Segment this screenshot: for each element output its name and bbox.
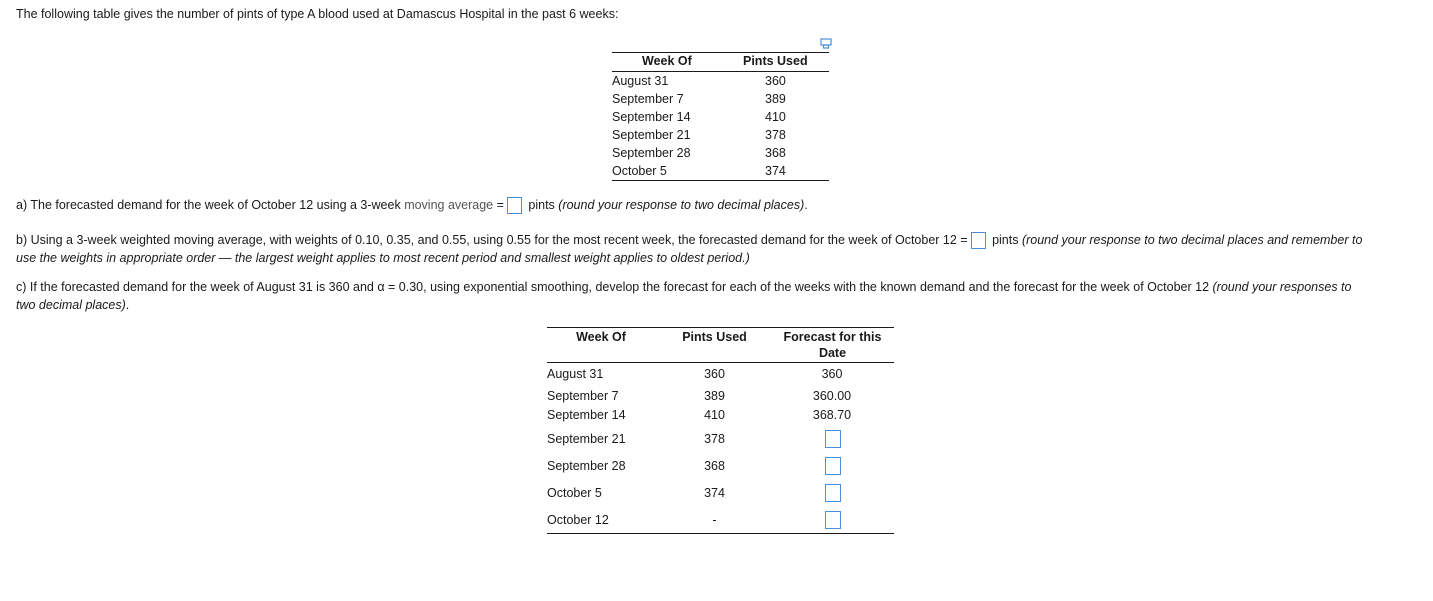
pints-cell: 378 <box>765 128 786 142</box>
period: . <box>125 298 130 312</box>
week-cell: September 14 <box>547 408 626 422</box>
forecast-cell: 360 <box>821 367 843 381</box>
header-forecast-line1: Forecast for this <box>783 330 882 344</box>
period: . <box>804 197 808 212</box>
pints-cell: 374 <box>704 486 725 500</box>
pints-cell: - <box>712 513 717 527</box>
week-cell: August 31 <box>547 367 604 381</box>
pints-cell: 410 <box>765 110 786 124</box>
question-c-text: c) If the forecasted demand for the week of August 31 is 360 and α = 0.30, using exponential smoothing, develop the forecast for each of the weeks with the known demand and the forecast for the week of October 12 <box>16 280 1213 294</box>
question-b-line1 <box>16 232 1362 249</box>
equals-sign: = <box>493 197 504 212</box>
table-row <box>547 405 894 425</box>
rounding-note: (round your response to two decimal places) <box>558 197 805 212</box>
pints-cell: 374 <box>765 164 786 178</box>
rounding-note-cont: two decimal places) <box>16 298 126 312</box>
week-cell: September 28 <box>547 459 626 473</box>
forecast-input[interactable] <box>825 457 841 475</box>
pints-cell: 389 <box>704 389 725 403</box>
print-icon[interactable] <box>820 38 832 49</box>
pints-cell: 389 <box>765 92 786 106</box>
table-row <box>612 90 829 108</box>
week-cell: September 21 <box>612 128 691 142</box>
header-pints-used: Pints Used <box>682 330 747 344</box>
rounding-note: (round your responses to <box>1212 280 1352 294</box>
table-row <box>612 162 829 180</box>
forecast-input[interactable] <box>825 511 841 529</box>
week-cell: October 5 <box>612 164 667 178</box>
forecast-table <box>547 327 894 535</box>
table-row <box>547 510 894 530</box>
week-cell: August 31 <box>612 74 669 88</box>
table-row <box>547 429 894 449</box>
table-row <box>612 126 829 144</box>
pints-cell: 360 <box>765 74 786 88</box>
pints-unit: pints <box>524 197 559 212</box>
question-a-prefix: a) The forecasted demand for the week of October 12 using a 3-week <box>16 197 405 212</box>
week-cell: October 12 <box>547 513 609 527</box>
header-week-of: Week Of <box>642 54 692 68</box>
table-row <box>612 108 829 126</box>
pints-cell: 378 <box>704 432 725 446</box>
table-row <box>547 483 894 503</box>
question-b-line2 <box>16 251 750 265</box>
question-b-text: b) Using a 3-week weighted moving average, with weights of 0.10, 0.35, and 0.55, using 0.55 for the most recent week, the forecasted demand for the week of October 12 = <box>16 232 968 247</box>
header-forecast-line2: Date <box>818 346 847 360</box>
question-a <box>16 197 808 214</box>
week-cell: September 28 <box>612 146 691 160</box>
table-row <box>612 144 829 162</box>
table-row <box>547 456 894 476</box>
week-cell: September 14 <box>612 110 691 124</box>
answer-b-input[interactable] <box>971 232 986 249</box>
rounding-note: (round your response to two decimal places and remember to <box>1021 232 1363 247</box>
question-c-line2 <box>16 298 129 312</box>
header-pints-used: Pints Used <box>743 54 808 68</box>
table-row <box>612 72 829 90</box>
table-row <box>547 386 894 406</box>
header-forecast <box>775 329 890 361</box>
forecast-input[interactable] <box>825 430 841 448</box>
pints-cell: 360 <box>704 367 725 381</box>
weights-note: use the weights in appropriate order — the largest weight applies to most recent period and smallest weight applies to oldest period.) <box>16 251 750 265</box>
table-row <box>547 364 894 384</box>
week-cell: September 7 <box>547 389 619 403</box>
pints-cell: 368 <box>704 459 725 473</box>
intro-text: The following table gives the number of pints of type A blood used at Damascus Hospital in the past 6 weeks: <box>16 7 619 21</box>
forecast-cell: 360.00 <box>812 389 852 403</box>
answer-a-input[interactable] <box>507 197 522 214</box>
header-week-of: Week Of <box>576 330 626 344</box>
pints-unit: pints <box>988 232 1022 247</box>
question-c-line1 <box>16 280 1351 294</box>
forecast-cell: 368.70 <box>812 408 852 422</box>
pints-cell: 368 <box>765 146 786 160</box>
week-cell: October 5 <box>547 486 602 500</box>
week-cell: September 7 <box>612 92 684 106</box>
moving-average-term[interactable]: moving average <box>404 197 494 212</box>
forecast-input[interactable] <box>825 484 841 502</box>
week-cell: September 21 <box>547 432 626 446</box>
pints-cell: 410 <box>704 408 725 422</box>
